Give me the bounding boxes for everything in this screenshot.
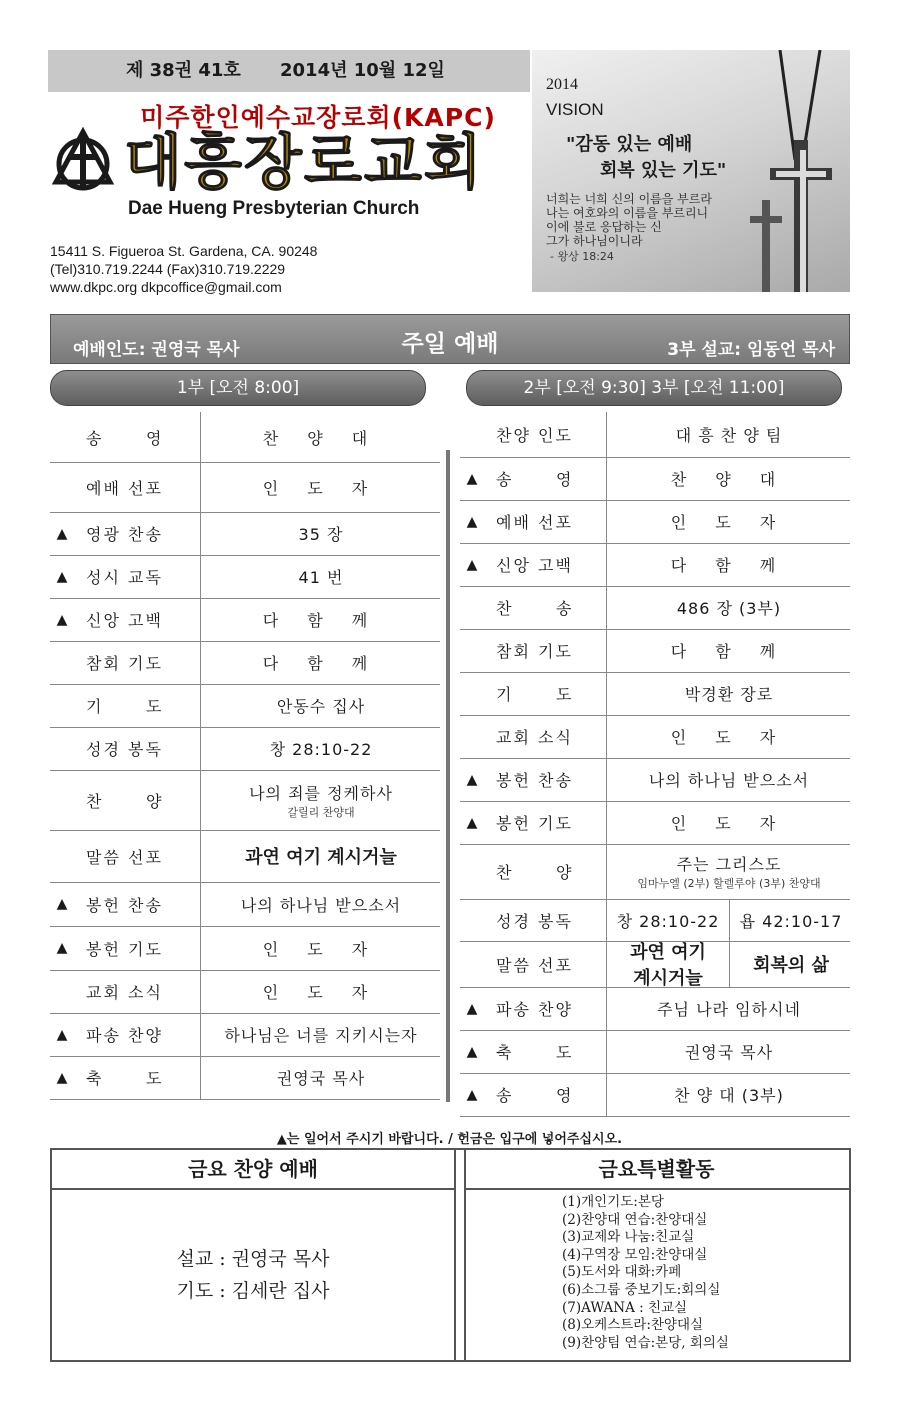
standing-mark-icon: ▲ [466,1043,478,1060]
order-item-label: 봉헌 찬송 [496,771,573,790]
order-item-cell [50,512,200,555]
activity-item: (5)도서와 대화:카페 [562,1264,682,1281]
order-row [460,629,850,673]
order-item-cell [50,555,200,598]
order-value: 창 28:10-22 [616,911,720,931]
activity-item: (8)오케스트라:찬양대실 [562,1317,704,1334]
order-item-cell [460,715,606,758]
issue-date: 2014년 10월 12일 [280,60,445,81]
standing-notice: ▲는 일어서 주시기 바랍니다. / 헌금은 입구에 넣어주십시오. [276,1132,623,1147]
activity-item: (7)AWANA : 친교실 [562,1299,688,1316]
activity-item: (1)개인기도:본당 [562,1194,664,1210]
order-item-cell [460,412,606,457]
order-row [50,1056,440,1100]
order-value-cell [200,1056,441,1099]
order-value-cell [606,987,851,1030]
order-value: 486 장 (3부) [676,599,782,618]
standing-mark-icon: ▲ [56,1026,68,1043]
activity-item: (3)교제와 나눔:친교실 [562,1229,695,1246]
order-item-label: 예배 선포 [496,513,573,532]
order-item-cell [50,830,200,882]
order-value-cell [606,1073,851,1116]
order-item-label: 봉헌 기도 [86,939,163,959]
order-item-cell [50,462,200,512]
volume-number: 제 38권 41호 [126,60,241,81]
special-activity-list [562,1194,729,1352]
order-value-cell [200,830,441,882]
order-item-cell [460,629,606,672]
order-row [460,899,850,942]
order-value-cell [200,770,441,830]
order-row [460,1030,850,1074]
second-service-label: 2부 [오전 9:30] 3부 [오전 11:00] [466,370,842,406]
order-row [50,462,440,513]
column-divider [446,450,450,1102]
order-value-cell [606,672,851,715]
phone-fax: (Tel)310.719.2244 (Fax)310.719.2229 [50,261,286,277]
order-value: 과연 여기 계시거늘 [245,847,397,868]
order-value: 하나님은 너를 지키시는자 [224,1026,418,1045]
verse-line: 그가 하나님이니라 [546,234,643,248]
order-value: 나의 하나님 받으소서 [240,895,402,915]
order-item-cell [50,770,200,830]
standing-mark-icon: ▲ [466,470,478,487]
order-item-cell [50,598,200,641]
order-row [460,672,850,716]
order-item-label: 참회 기도 [86,654,163,673]
order-item-label: 신앙 고백 [86,611,163,630]
order-item-cell [460,586,606,629]
order-value: 다 함 께 [670,642,788,661]
order-item-cell [50,1056,200,1099]
order-row [50,727,440,771]
vision-label: VISION [546,100,604,119]
order-item-cell [460,758,606,801]
order-row [50,598,440,642]
worship-title: 주일 예배 [401,331,499,357]
street-address: 15411 S. Figueroa St. Gardena, CA. 90248 [50,243,318,259]
order-value: 욥 42:10-17 [729,899,852,941]
vision-panel [532,50,850,292]
order-row [50,830,440,883]
sunday-worship-bar [50,314,850,364]
order-item-label: 송 영 [496,470,574,489]
standing-mark-icon: ▲ [466,814,478,831]
order-row [50,770,440,831]
order-value: 주는 그리스도 [676,855,782,874]
order-item-cell [50,684,200,727]
order-value-cell [606,899,851,941]
order-item-cell [50,641,200,684]
friday-worship-title: 금요 찬양 예배 [52,1150,454,1190]
standing-mark-icon: ▲ [466,1086,478,1103]
order-value-cell [200,926,441,970]
order-row [50,412,440,463]
order-value: 권영국 목사 [276,1069,366,1088]
order-item-cell [460,801,606,844]
order-value-cell [200,412,441,462]
order-item-label: 봉헌 기도 [496,814,573,833]
order-item-label: 영광 찬송 [86,525,163,544]
order-item-label: 말씀 선포 [86,847,163,867]
order-value: 권영국 목사 [684,1043,774,1062]
standing-mark-icon: ▲ [466,1000,478,1017]
order-value: 인 도 자 [262,983,380,1002]
standing-mark-icon: ▲ [56,896,68,912]
order-row [50,512,440,556]
standing-mark-icon: ▲ [56,611,68,628]
order-row [50,641,440,685]
order-row [50,684,440,728]
order-value: 안동수 집사 [276,697,366,716]
order-row [50,970,440,1014]
order-value: 인 도 자 [262,478,380,498]
order-value: 인 도 자 [262,939,380,959]
split-values [607,899,851,941]
order-row [460,758,850,802]
order-value-cell [606,543,851,586]
order-row [50,882,440,927]
church-name-english: Dae Hueng Presbyterian Church [128,198,420,219]
order-row [460,801,850,845]
issue-bar [48,50,530,92]
order-value-cell [200,555,441,598]
order-value: 창 28:10-22 [269,740,373,759]
order-item-label: 성시 교독 [86,568,163,587]
order-value: 인 도 자 [670,728,788,747]
cross-image-icon [740,50,850,292]
order-value-cell [606,412,851,457]
order-item-cell [50,1013,200,1056]
order-value-cell [606,758,851,801]
order-value-cell [200,684,441,727]
order-item-label: 축 도 [496,1043,574,1062]
order-value: 다 함 께 [670,556,788,575]
order-value: 과연 여기 계시거늘 [630,942,706,989]
order-value-sub: 갈릴리 찬양대 [287,805,355,819]
standing-mark-icon: ▲ [466,513,478,530]
order-item-cell [460,543,606,586]
standing-mark-icon: ▲ [466,556,478,573]
friday-sermon: 설교 : 권영국 목사 [176,1248,330,1270]
order-value-cell [606,844,851,899]
order-value: 찬 양 대 (3부) [674,1086,784,1105]
church-logo-icon [50,126,116,192]
friday-special-title: 금요특별활동 [464,1150,849,1190]
order-item-label: 참회 기도 [496,642,573,661]
order-item-cell [460,899,606,941]
order-item-cell [50,882,200,926]
activity-item: (9)찬양팀 연습:본당, 회의실 [562,1334,729,1351]
standing-mark-icon: ▲ [56,525,68,542]
order-item-cell [460,987,606,1030]
order-item-cell [50,926,200,970]
order-item-label: 찬 양 [86,791,164,811]
standing-mark-icon: ▲ [56,1069,68,1086]
worship-leader: 예배인도: 권영국 목사 [73,340,240,360]
friday-section [50,1148,851,1362]
verse-line: 너희는 너희 신의 이름을 부르라 [546,192,712,206]
friday-worship-details [52,1190,454,1360]
order-value-cell [200,727,441,770]
order-value: 35 장 [298,525,344,544]
order-value: 다 함 께 [262,654,380,673]
order-row [460,987,850,1031]
church-name-korean: 대흥장로교회 [124,128,484,198]
vision-quote-line2: 회복 있는 기도" [600,160,727,181]
friday-prayer: 기도 : 김세란 집사 [176,1280,330,1302]
order-row [460,941,850,988]
order-value: 박경환 장로 [684,685,774,704]
order-item-label: 송 영 [496,1086,574,1105]
standing-mark-icon: ▲ [56,940,68,956]
activity-item: (6)소그룹 중보기도:회의실 [562,1281,721,1298]
order-item-cell [460,1073,606,1116]
vision-verse [546,192,712,248]
order-value-cell [200,462,441,512]
order-item-label: 성경 봉독 [86,740,163,759]
order-item-label: 봉헌 찬송 [86,895,163,915]
order-value: 나의 하나님 받으소서 [648,771,810,790]
order-value-cell [200,970,441,1013]
order-row [50,926,440,971]
order-item-cell [50,970,200,1013]
denomination-name: 미주한인예수교장로회(KAPC) [140,103,496,132]
order-value: 다 함 께 [262,611,380,630]
vision-quote-line1: "감동 있는 예배 [566,134,693,155]
order-item-label: 기 도 [86,697,164,716]
order-value-cell [200,1013,441,1056]
web-email: www.dkpc.org dkpcoffice@gmail.com [50,279,282,295]
order-item-label: 축 도 [86,1069,164,1088]
order-value: 대 흥 찬 양 팀 [675,426,783,445]
order-value: 인 도 자 [670,814,788,833]
order-item-label: 찬 양 [496,863,574,882]
order-row [460,586,850,630]
order-item-label: 찬 송 [496,599,574,618]
order-item-cell [460,500,606,543]
order-row [460,412,850,458]
order-value: 나의 죄를 정케하사 [249,783,393,803]
order-row [460,457,850,501]
order-value-cell [200,512,441,555]
order-item-label: 송 영 [86,428,164,448]
order-value-cell [606,500,851,543]
order-item-cell [50,412,200,462]
order-item-label: 파송 찬양 [86,1026,163,1045]
order-item-label: 성경 봉독 [496,911,573,931]
order-item-cell [460,941,606,987]
order-row [460,715,850,759]
order-item-label: 말씀 선포 [496,955,573,975]
order-item-label: 찬양 인도 [496,426,573,445]
order-item-label: 기 도 [496,685,574,704]
order-value-cell [606,629,851,672]
order-item-cell [460,672,606,715]
verse-line: 나는 여호와의 이름을 부르리니 [546,206,709,220]
order-row [460,1073,850,1117]
standing-mark-icon: ▲ [466,771,478,788]
order-item-cell [460,844,606,899]
order-row [460,543,850,587]
order-row [50,1013,440,1057]
order-value-cell [606,941,851,987]
order-value-sub: 임마누엘 (2부) 할렐루야 (3부) 찬양대 [637,877,821,890]
order-value-cell [200,882,441,926]
order-item-label: 신앙 고백 [496,556,573,575]
order-item-cell [460,457,606,500]
order-value-cell [606,586,851,629]
split-values [607,941,851,987]
order-value-cell [200,598,441,641]
worship-preacher: 3부 설교: 임동언 목사 [667,340,835,360]
vision-year: 2014 [546,76,578,93]
order-item-cell [460,1030,606,1073]
order-value-cell [606,1030,851,1073]
order-value: 인 도 자 [670,513,788,532]
order-value-cell [200,641,441,684]
order-value: 찬 양 대 [670,470,788,489]
activity-item: (2)찬양대 연습:찬양대실 [562,1211,708,1228]
order-value: 주님 나라 임하시네 [657,1000,801,1019]
order-value-cell [606,801,851,844]
contact-info [50,242,317,296]
standing-mark-icon: ▲ [56,568,68,585]
order-value-cell [606,457,851,500]
order-row [50,555,440,599]
order-value: 회복의 삶 [729,941,852,987]
order-value-cell [606,715,851,758]
order-row [460,500,850,544]
order-row [460,844,850,900]
order-item-label: 교회 소식 [86,983,163,1002]
verse-reference: - 왕상 18:24 [550,250,614,263]
order-item-label: 파송 찬양 [496,1000,573,1019]
order-value: 찬 양 대 [262,428,380,448]
activity-item: (4)구역장 모임:찬양대실 [562,1246,708,1263]
first-service-label: 1부 [오전 8:00] [50,370,426,406]
order-value: 41 번 [298,568,344,587]
order-item-label: 예배 선포 [86,478,163,498]
order-item-cell [50,727,200,770]
verse-line: 이에 불로 응답하는 신 [546,220,662,234]
order-item-label: 교회 소식 [496,728,573,747]
